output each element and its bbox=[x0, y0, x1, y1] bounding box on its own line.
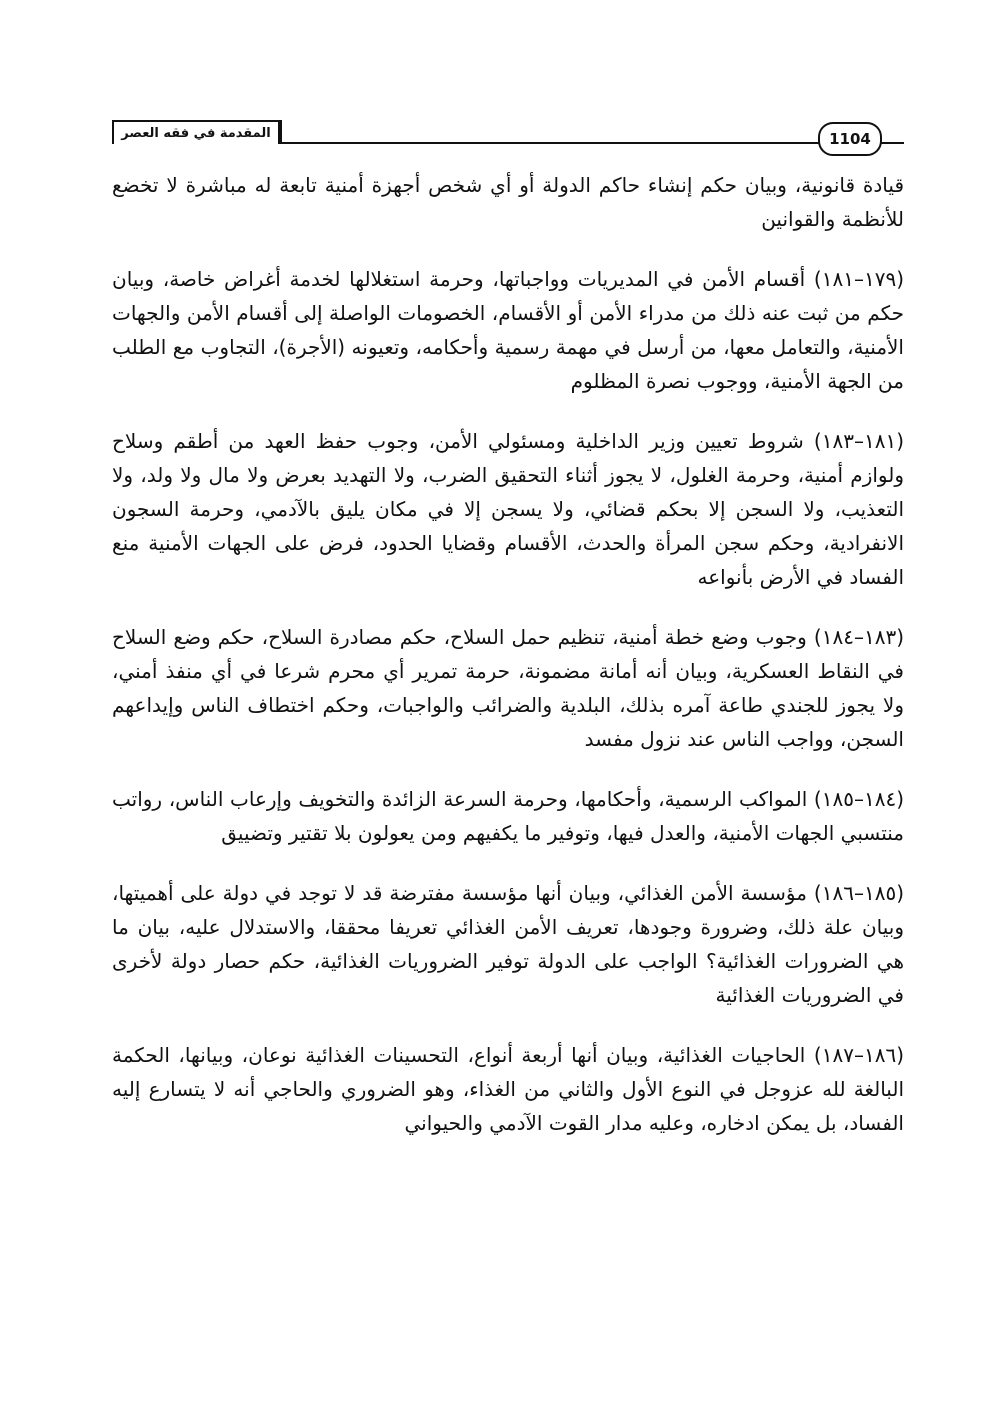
page-range: (١٨٦–١٨٧) bbox=[813, 1043, 904, 1067]
paragraph-continuation bbox=[112, 168, 904, 236]
page-range: (١٨٣–١٨٤) bbox=[813, 625, 904, 649]
paragraph-181-183 bbox=[112, 424, 904, 594]
paragraph-186-187 bbox=[112, 1038, 904, 1140]
page-range: (١٨٥–١٨٦) bbox=[813, 881, 905, 905]
page-range: (١٧٩–١٨١) bbox=[813, 267, 905, 291]
paragraph-text: أقسام الأمن في المديريات وواجباتها، وحرمة استغلالها لخدمة أغراض خاصة، وبيان حكم من ثبت عنه ذلك من مدراء الأمن أو الأقسام، الخصومات الواصلة إلى أقسام الأمن والجهات الأمنية، والتعامل معها، من أرسل في مهمة رسمية وأحكامه، وتعيونه (الأجرة)، التجاوب مع الطلب من الجهة الأمنية، ووجوب نصرة المظلوم bbox=[112, 267, 904, 393]
book-title: المقدمة في فقه العصر bbox=[112, 120, 282, 144]
paragraph-text: شروط تعيين وزير الداخلية ومسئولي الأمن، وجوب حفظ العهد من أطقم وسلاح ولوازم أمنية، وحرمة الغلول، لا يجوز أثناء التحقيق الضرب، ولا التهديد بعرض ولا مال ولا ولد، ولا التعذيب، ولا السجن إلا بحكم قضائي، ولا يسجن إلا في مكان يليق بالآدمي، وحرمة السجون الانفرادية، وحكم سجن المرأة والحدث، الأقسام وقضايا الحدود، فرض على الجهات الأمنية منع الفساد في الأرض بأنواعه bbox=[112, 429, 904, 589]
paragraph-184-185 bbox=[112, 782, 904, 850]
paragraph-185-186 bbox=[112, 876, 904, 1012]
page-body bbox=[112, 168, 904, 1166]
paragraph-183-184 bbox=[112, 620, 904, 756]
paragraph-text: قيادة قانونية، وبيان حكم إنشاء حاكم الدولة أو أي شخص أجهزة أمنية تابعة له مباشرة لا تخضع للأنظمة والقوانين bbox=[112, 173, 904, 231]
page-range: (١٨٤–١٨٥) bbox=[813, 787, 905, 811]
page-number: 1104 bbox=[818, 122, 882, 156]
page-range: (١٨١–١٨٣) bbox=[813, 429, 904, 453]
paragraph-text: المواكب الرسمية، وأحكامها، وحرمة السرعة الزائدة والتخويف وإرعاب الناس، رواتب منتسبي الجهات الأمنية، والعدل فيها، وتوفير ما يكفيهم ومن يعولون بلا تقتير وتضييق bbox=[112, 787, 904, 845]
page-header bbox=[112, 118, 904, 152]
paragraph-text: الحاجيات الغذائية، وبيان أنها أربعة أنواع، التحسينات الغذائية نوعان، وبيانها، الحكمة البالغة لله عزوجل في النوع الأول والثاني من الغذاء، وهو الضروري والحاجي أنه لا يتسارع إليه الفساد، بل يمكن ادخاره، وعليه مدار القوت الآدمي والحيواني bbox=[112, 1043, 904, 1135]
paragraph-text: وجوب وضع خطة أمنية، تنظيم حمل السلاح، حكم مصادرة السلاح، حكم وضع السلاح في النقاط العسكرية، وبيان أنه أمانة مضمونة، حرمة تمرير أي محرم شرعا في أي منفذ أمني، ولا يجوز للجندي طاعة آمره بذلك، البلدية والضرائب والواجبات، وحكم اختطاف الناس وإيداعهم السجن، وواجب الناس عند نزول مفسد bbox=[112, 625, 904, 751]
paragraph-text: مؤسسة الأمن الغذائي، وبيان أنها مؤسسة مفترضة قد لا توجد في دولة على أهميتها، وبيان علة ذلك، وضرورة وجودها، تعريف الأمن الغذائي تعريفا محققا، والاستدلال عليه، بيان ما هي الضرورات الغذائية؟ الواجب على الدولة توفير الضروريات الغذائية، حكم حصار دولة لأخرى في الضروريات الغذائية bbox=[112, 881, 904, 1007]
paragraph-179-181 bbox=[112, 262, 904, 398]
